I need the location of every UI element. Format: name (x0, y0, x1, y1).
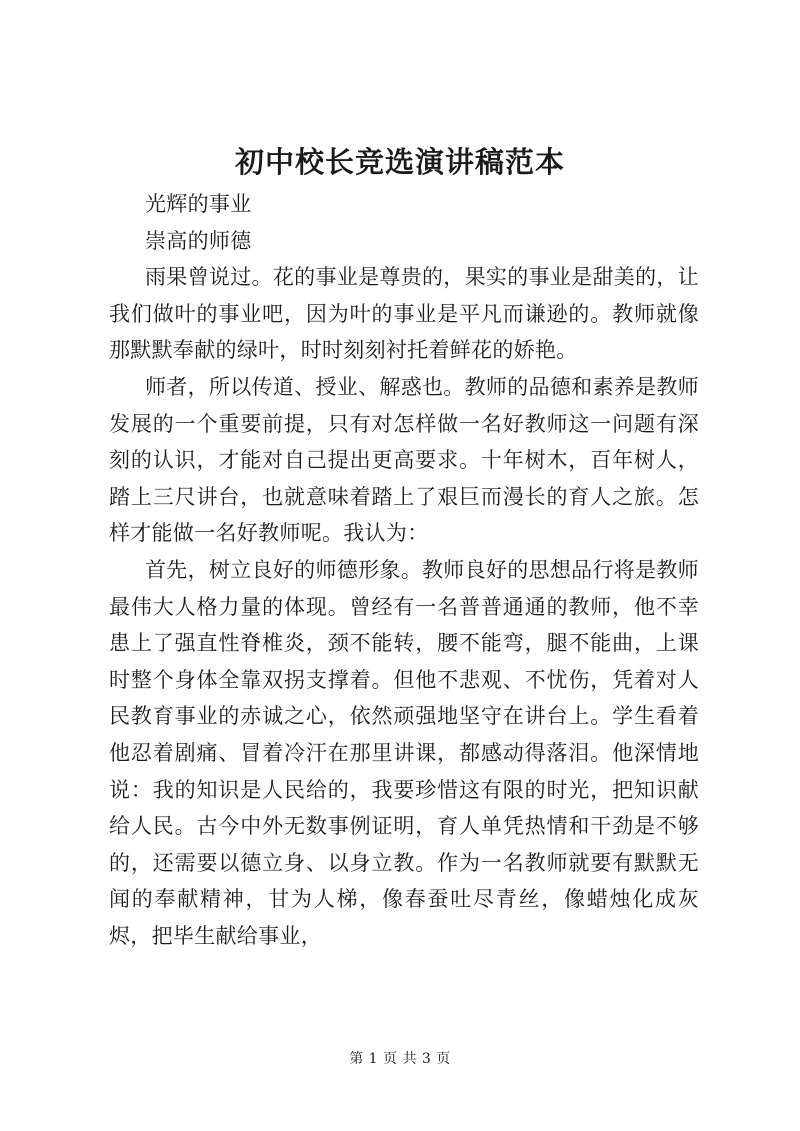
document-body (109, 186, 699, 954)
document-title: 初中校长竞选演讲稿范本 (234, 145, 565, 179)
paragraph-heading-2: 崇高的师德 (145, 228, 252, 253)
paragraph: 首先，树立良好的师德形象。教师良好的思想品行将是教师最伟大人格力量的体现。曾经有一名普普通通的教师，他不幸患上了强直性脊椎炎，颈不能转，腰不能弯，腿不能曲，上课时整个身体全靠双拐支撑着。但他不悲观、不忧伤，凭着对人民教育事业的赤诚之心，依然顽强地坚守在讲台上。学生看着他忍着剧痛、冒着冷汗在那里讲课，都感动得落泪。他深情地说：我的知识是人民给的，我要珍惜这有限的时光，把知识献给人民。古今中外无数事例证明，育人单凭热情和干劲是不够的，还需要以德立身、以身立教。作为一名教师就要有默默无闻的奉献精神，甘为人梯，像春蚕吐尽青丝，像蜡烛化成灰烬，把毕生献给事业， (109, 557, 699, 948)
paragraph-heading-1: 光辉的事业 (145, 192, 252, 216)
paragraph: 雨果曾说过。花的事业是尊贵的，果实的事业是甜美的，让我们做叶的事业吧，因为叶的事业是平凡而谦逊的。教师就像那默默奉献的绿叶，时时刻刻衬托着鲜花的娇艳。 (109, 265, 699, 363)
paragraph: 师者，所以传道、授业、解惑也。教师的品德和素养是教师发展的一个重要前提，只有对怎样做一名好教师这一问题有深刻的认识，才能对自己提出更高要求。十年树木，百年树人，踏上三尺讲台，也就意味着踏上了艰巨而漫长的育人之旅。怎样才能做一名好教师呢。我认为： (109, 374, 699, 546)
page-footer: 第 1 页 共 3 页 (349, 1051, 451, 1067)
